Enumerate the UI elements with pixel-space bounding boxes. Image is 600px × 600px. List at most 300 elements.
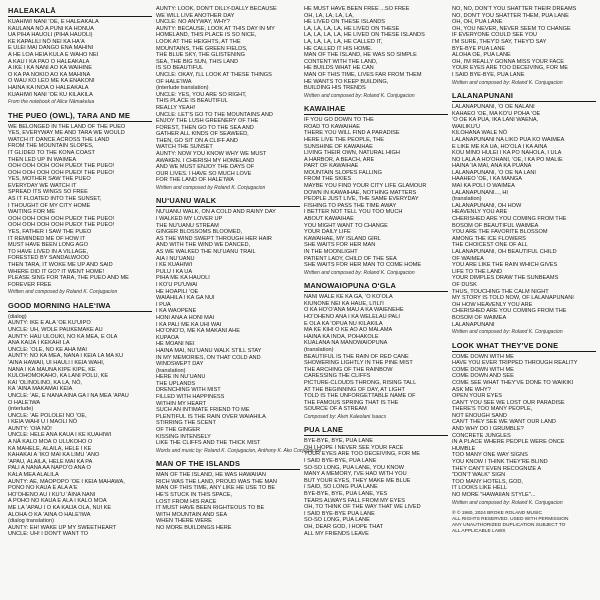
lyric-line: THIS PLACE IS BEAUTIFUL — [156, 98, 228, 105]
title-rule — [8, 16, 152, 17]
lyric-line: HOʻOHENO ANA I KA WELELAU PALI — [304, 313, 400, 320]
song-title: KAWAIHAE — [304, 104, 346, 114]
lyric-line: NANA I KA MAUNA KIPE KIPE, KE — [8, 366, 96, 373]
lyric-line: ALOHA O KA ʻAINA O HALEʻIWA — [8, 511, 91, 518]
lyric-line: KA ʻAINA MAKAMAI KEIA — [8, 386, 73, 393]
lyric-line: NO MORE BUILDINGS HERE — [156, 524, 232, 531]
lyric-line: ANA KAIJA I KEKAHI LA — [8, 340, 70, 347]
column-2 — [156, 6, 322, 600]
lyric-line: ALOHA OE, PUA LANE — [452, 52, 511, 59]
lyric-line: HE CALLED IT HIS HOME. — [304, 45, 373, 52]
lyric-line: IN A PLACE WHERE PEOPLE WERE ONCE — [452, 439, 565, 446]
lyric-line: COME DOWN AND SEE — [452, 373, 514, 380]
lyric-line: TOO MANY HOTELS, GOD, — [452, 478, 523, 485]
lyric-line: UNCLE: OKAY, I'LL LOOK AT THESE THINGS — [156, 71, 272, 78]
lyric-line: WHERE DID IT GO? IT WENT HOME! — [8, 268, 105, 275]
section-note: (translation) — [304, 346, 334, 353]
lyric-line: AUNTY: NO KA MEA, NANA I KEIA LA MA KU — [8, 353, 124, 360]
lyric-line: AUNTY: IKE E ALA ʻOE KUʻUIPO — [8, 320, 91, 327]
lyric-line: WINDSWEPT DAY — [156, 361, 204, 368]
lyric-line: TEARS ALWAYS FALL FROM MY EYES — [304, 497, 405, 504]
lyric-line: YOU ARE LIKE THE RAIN WHICH GIVES — [452, 262, 558, 269]
lyric-line: HE BUILDS WHAT HE CAN — [304, 65, 374, 72]
lyric-line: SO-SO LONG, PUA LANE — [304, 517, 370, 524]
song-title: LALANAPUNANI — [452, 90, 514, 100]
lyric-line: IF EVERYONE COULD SEE YOU — [452, 32, 537, 39]
lyric-line: FOREST, THEN GO TO THE SEA AND — [156, 124, 254, 131]
lyric-line: HAINA KA INOA, POHAKOLE — [304, 333, 379, 340]
lyric-line: NO, NO, DON'T YOU SHATTER THEIR DREAMS — [452, 6, 577, 12]
title-rule — [8, 121, 152, 122]
section-note: (dialog) — [8, 313, 27, 320]
lyric-line: YES, EVERYWAY ME AND TARA WE WOULD — [8, 130, 125, 137]
lyric-line: IT GLIDED TO THE KONA COAST — [8, 149, 95, 156]
lyric-line: THE CHOICEST ONE OF ALL — [452, 242, 528, 249]
lyric-line: YOUR EYES ARE TOO DECEIVING, FOR ME — [452, 65, 569, 72]
lyric-line: MAI KA POLI O WAIMEA — [452, 183, 515, 190]
lyric-line: SHOWERING LIGHTLY IN THE PINE MIST — [304, 360, 413, 367]
lyric-line: HE MOANI NEI — [156, 341, 195, 348]
song-block — [156, 196, 322, 454]
lyric-line: AWAKEN. I CHERISH MY HOMELAND — [156, 157, 255, 164]
copyright-line: ALL RIGHTS RESERVED. USED WITH PERMISSION — [452, 517, 569, 522]
lyric-line: KAHAEO ʻOE, MA KOʻU POHA ʻOE — [452, 110, 541, 117]
lyric-line: OF WAIMEA — [452, 255, 484, 262]
lyric-line: UNCLE: ʻOLE, NO KE AHA MAI — [8, 346, 87, 353]
song-block — [8, 6, 152, 106]
lyric-line: ENJOY THE LUSH GREENERY OF THE — [156, 118, 259, 125]
song-credit: Composed by: Alvin Kaleolani Isaacs — [304, 413, 387, 420]
song-title: NUʻUANU WALK — [156, 196, 217, 206]
lyric-line: MY STORY IS TOLD NOW, OF LALANAPUNANI — [452, 295, 574, 302]
copyright-line: ℗ © 1980, 2024 BROKE ROLAND MUSIC — [452, 511, 542, 516]
lyric-line: PATIENT LADY, CHILD OF THE SEA — [304, 255, 397, 262]
lyric-line: AND WE MUST ENJOY THE DAYS OF — [156, 164, 255, 171]
lyric-line: CARESSING THE CLIFFS — [304, 373, 371, 380]
lyric-line: HOMELAND, THIS PLACE IS SO NICE, — [156, 32, 257, 39]
lyric-line: YOUR DAILY LIFE — [304, 229, 351, 236]
lyric-line: LA, LA, LA, LA, HE LIVED ON THESE ISLANDS — [304, 32, 425, 39]
lyric-line: KULOHOMOKAHO, KA LANI POLU, KE — [8, 373, 109, 380]
lyric-line: FOR THE LAND OF HALEʻIWA — [156, 177, 235, 184]
lyric-line: WATCH THE SUNSET — [156, 144, 213, 151]
lyric-line: KUPAOA — [156, 334, 179, 341]
song-credit: Written and composed by: Roland K. Conjugacion — [304, 92, 415, 99]
lyric-line: OH, I'M REALLY GONNA MISS YOUR FACE — [452, 58, 565, 65]
song-credit: Written and composed by Roland K. Conjugacion — [8, 289, 118, 296]
lyric-line: THE UPLANDS — [156, 380, 196, 387]
lyric-line: FILLED WITH HAPPINESS — [156, 394, 225, 401]
lyric-line: HAINA 'IA MAI, ANA KA PUANA — [452, 163, 532, 170]
lyric-line: I KE KUAHIWI — [156, 262, 193, 269]
lyric-line: E OLA KA ʻOPUA NU KILAKILA — [304, 320, 383, 327]
lyric-line: ROAD TO KAWAIHAE — [304, 123, 360, 130]
lyric-line: EVERYDAY WE WATCH IT — [8, 182, 77, 189]
lyric-line: UA PIHA HAUOLI (PIHA HAUOLI) — [8, 32, 93, 39]
lyric-line: LIVING THEIR OWN, NATURAL HIGH — [304, 150, 400, 157]
title-rule — [304, 114, 448, 115]
lyric-line: OH, TO THINK OF THE WAY THAT WE LIVED — [304, 504, 421, 511]
song-title: THE PUEO (OWL), TARA AND ME — [8, 110, 131, 120]
lyric-line: A IKE I KA NANI AO KA WAIHINE — [8, 65, 93, 72]
column-1 — [8, 6, 152, 600]
lyric-line: AUNTY: LOOK, DON'T DILLY-DALLY BECAUSE — [156, 6, 277, 12]
lyric-line: I KA WAOPENE — [156, 308, 197, 315]
lyric-line: PEOPLE JUST LIVE, THE SAME EVERYDAY — [304, 196, 419, 203]
lyric-line: AUNTY: BECAUSE, LOOK AT THIS DAY IN MY — [156, 25, 275, 32]
lyric-line: IT REMINDED ME OF HOW IT — [8, 235, 86, 242]
copyright-line: ANY UNAUTHORIZED DUPLICATION SUBJECT TO — [452, 523, 566, 528]
section-note: (interlude translation) — [156, 85, 209, 92]
song-block — [452, 6, 596, 86]
lyric-line: WATCH IT DANCE ACROSS THE LAND — [8, 136, 110, 143]
lyric-line: THE FAMOUS SPRING THAT IS THE — [304, 399, 399, 406]
lyric-line: LALANAPUNANI, ʻO OE NA LANI — [452, 169, 536, 176]
section-note: (interlude) — [8, 406, 34, 413]
lyric-line: ʻO OE KA PUA, IKA LANI WAENA, — [452, 117, 539, 124]
lyric-line: IF YOU GO DOWN TO THE — [304, 117, 374, 124]
lyric-line: AND WITH THE WIND WE DANCED, — [156, 242, 251, 249]
song-credit: Written and composed by Roland K. Conjugacion — [156, 185, 266, 192]
song-block — [8, 111, 152, 296]
lyric-line: CHERISHED ARE YOU COMING FROM THE — [452, 216, 567, 223]
lyric-line: STIRRING THE SCENT — [156, 420, 216, 427]
song-title: LOOK WHAT THEY'VE DONE — [452, 340, 559, 350]
lyric-line: HE WANTS TO KEEP BUILDING, — [304, 78, 389, 85]
lyric-line: I KOʻU PUʻUWAI — [156, 281, 198, 288]
lyric-line: UNCLE: ʻAE POLOLEI NO ʻOE, — [8, 412, 87, 419]
lyric-line: A HE LOA HEIA KULA E WAHO NEI — [8, 51, 99, 58]
lyric-line: O WAU KO LEO ME KA ENAKONI — [8, 78, 95, 85]
lyric-line: PALI A NANA AA NAPOʻO ANA O — [8, 465, 91, 472]
song-block — [304, 6, 448, 99]
title-rule — [156, 469, 300, 470]
lyric-line: OH, OH, PUA LANE — [452, 19, 503, 26]
song-title: PUA LANE — [304, 425, 344, 435]
lyric-line: OH, DEAR GOD, I HOPE THAT — [304, 524, 384, 530]
lyric-line: A POHO NO KAUA E ALA I KALO MOA — [8, 498, 107, 505]
lyric-line: OUR LIVES. I HAVE SO MUCH LOVE — [156, 170, 252, 177]
lyric-line: BYE-BYE, BYE, PUA LANE, YES — [304, 491, 388, 498]
lyric-line: THERE'S TOO MANY PEOPLE, — [452, 406, 533, 413]
lyric-line: A NĀ KALO MOA O ULUKOHO O — [8, 439, 93, 446]
lyric-line: CONTENT WITH THE LAND, — [304, 58, 378, 65]
lyric-line: IN THE MOONLIGHT — [304, 249, 358, 255]
lyric-line: YOU KNOW I THINK THEY'RE BLIND — [452, 459, 548, 466]
lyric-line: LOOK AT THE HEIGHTS, AT THE — [156, 38, 241, 45]
lyric-line: LALANAPUNANI, ʻO OE NALANI — [452, 103, 535, 110]
lyric-line: KISSING INTENSELY — [156, 433, 211, 440]
lyric-line: CHERISHED ARE YOU COMING FROM THE — [452, 308, 567, 315]
lyric-line: IS SO BEAUTIFUL — [156, 65, 204, 72]
lyric-line: AT THE BEGINNING OF DAY, AT LIGHT — [304, 386, 405, 393]
title-rule — [452, 351, 596, 352]
song-block — [304, 104, 448, 276]
lyric-line: FOREVER FREE — [8, 281, 52, 288]
section-note: (translation) — [156, 367, 186, 374]
lyric-line: AUNTY: ʻOIA NŌ! — [8, 425, 52, 432]
lyric-line: MA KE KIHI O KE AO AO MALAMA — [304, 327, 393, 334]
lyric-line: HAVE YOU EVER TRIPPED THROUGH REALITY — [452, 360, 578, 367]
lyric-line: SHE WAITS FOR HER MAN TO COME HOME — [304, 262, 422, 269]
lyric-line: OOH OOH OOH OOH PUEO! THE PUEO! — [8, 215, 115, 222]
lyric-line: A HARBOR, A BEACH, ARE — [304, 156, 375, 163]
lyric-line: WE WILL LIVE ANOTHER DAY — [156, 12, 235, 19]
lyric-line: NANI WALE KE KA GA, ʻO KOʻOLA — [304, 294, 393, 301]
lyric-line: NUʻUANU WALK, ON A COLD AND RAINY DAY — [156, 209, 276, 216]
song-credit: From the notebook of Alice Nāmakelua — [8, 99, 95, 106]
lyric-line: HUMBLE — [452, 445, 476, 452]
lyric-line: MAN OF THE ISLAND, HE WAS SO SIMPLE — [304, 52, 417, 59]
lyric-line: MAN OF THIS TIME, ANY LIKE HE USE TO BE — [156, 485, 276, 492]
lyric-line: O HALEʻIWA — [8, 399, 41, 406]
lyric-line: HONI ANA A HONI MAI — [156, 314, 215, 321]
lyric-line: I THOUGHT OF MY CITY HOME — [8, 202, 91, 209]
lyric-line: I SAID BYE-BYE, PUA LANE — [304, 458, 377, 465]
lyric-line: E ULEI MAI DANGO ENA MAHINI — [8, 45, 94, 52]
lyric-line: YOU MIGHT WANT TO CHANGE — [304, 222, 388, 229]
lyric-line: KIUNONE NEI KA HAUE, LI'ILI'I — [304, 300, 384, 307]
lyric-line: AS WE WALKED THE NUʻUANU TRAIL — [156, 249, 256, 255]
lyric-line: BUILDING HIS TRENDS — [304, 85, 366, 92]
lyric-line: OF HALEʻIWA — [156, 78, 192, 85]
lyric-line: HE LIVED ON THESE ISLANDS — [304, 19, 386, 26]
lyric-line: KUALANA NA MANOWAIOPUNA — [304, 340, 388, 347]
lyric-line: PLEASE SING FOR TARA, THE PUEO AND ME — [8, 275, 129, 282]
lyric-line: AIA I NUʻUANU — [156, 255, 195, 262]
lyric-line: OPEN YOUR EYES — [452, 393, 502, 400]
lyric-line: THE BLUE SKY, THE GLISTENING — [156, 52, 246, 59]
lyric-line: AND WHY DO I GRUMBLE? — [452, 426, 524, 433]
song-credit: Written and composed by: Roland K. Conjugacion — [452, 79, 563, 86]
lyric-line: LOST FROM HIS RACE — [156, 498, 217, 505]
lyric-line: BYE-BYE, BYE, PUA LANE — [304, 438, 374, 445]
lyric-line: WAILIKUʻU — [452, 123, 481, 130]
lyric-line: WAIAHILA I KA GA NUI — [156, 295, 215, 302]
title-rule — [304, 435, 448, 436]
lyric-line: SUNSHINE OF KAWAIHAE — [304, 143, 373, 150]
lyric-line: KA MAHELE, ALAILA, HELE I KE — [8, 445, 92, 452]
song-block — [452, 91, 596, 336]
lyric-line: OH, LA, LA, LA, LA, — [304, 12, 354, 19]
lyric-line: I'M SURE, THEY'D SAY, THEY'D SAY — [452, 38, 547, 45]
lyric-line: SUCH AN INTIMATE FRIEND TO ME — [156, 407, 250, 414]
lyric-line: IN MY MEMORIES, ON THAT COLD AND — [156, 354, 261, 361]
song-title: MAN OF THE ISLANDS — [156, 459, 241, 469]
lyric-line: KAWAIHAE, MY ISLAND GIRL — [304, 235, 381, 242]
lyric-line: KAULANA NŌ A PUNI KA HONUA — [8, 25, 94, 32]
lyric-line: SEA, THE BIG SUN, THIS LAND — [156, 58, 239, 65]
lyric-line: PONO NO KAUA E ALA AʻE — [8, 485, 78, 492]
lyric-line: AUNTY: AE, MAOPOPO ʻOE I KEIA MAHAWA, — [8, 478, 125, 485]
lyric-line: KILOHANA WALE NŌ — [452, 130, 508, 137]
lyric-line: UNCLE: NO ANYWAY, WHY? — [156, 19, 230, 26]
lyric-line: DRENCHING WITH MIST — [156, 387, 221, 394]
lyric-line: KALA MEA ALALILA — [8, 472, 59, 479]
lyric-line: MOUNTAINS, THE GREEN FIELDS, — [156, 45, 248, 52]
title-rule — [8, 311, 152, 312]
lyric-line: DOWN IN KAWAIHAE, NOTHING MATTERS — [304, 189, 417, 196]
lyric-line: OOH OOH OOH OOH PUEO! THE PUEO! — [8, 222, 115, 229]
lyric-line: BOSOM OF BEAUTIFUL WAIMEA — [452, 222, 539, 229]
lyric-line: BOSOM OF WAIMEA — [452, 314, 507, 321]
song-block — [156, 459, 300, 531]
lyric-line: ʻAPAU, ALAILA, HELE MAI KA PA — [8, 458, 93, 465]
lyric-line: AUNTY: NOW YOU KNOW WHY WE MUST — [156, 151, 267, 158]
lyric-line: BUT YOUR EYES, THEY MAKE ME BLUE — [304, 477, 411, 484]
lyric-line: THEN TARA, IT WOKE ME UP AND SAID — [8, 262, 113, 268]
lyric-line: AUNTY: HAU ULOUKI, NO KA MEA, E OLA — [8, 333, 118, 340]
lyric-line: HOʻONOʻO, ME KA MAKANI AHE — [156, 328, 240, 335]
lyric-line: REALLY YEAH! — [156, 104, 196, 111]
lyric-line: I WALKED MY LOVER UP — [156, 216, 223, 223]
song-block — [452, 511, 596, 535]
lyric-line: BEAUTIFUL IS THE RAIN OF RED CANE — [304, 353, 409, 360]
lyric-line: CONCRETE JUNGLES — [452, 432, 511, 439]
lyric-line: PULU I KA UA — [156, 268, 193, 275]
lyric-line: ME LA ʻAPAU I O KA KAIJA OLA, NUI KE — [8, 505, 112, 511]
title-rule — [452, 101, 596, 102]
lyric-line: MOUNTAIN SLOPES FALLING — [304, 169, 382, 176]
lyric-line: HAINA KA INOA O HALEAKALA — [8, 84, 89, 91]
section-note: (dialog translation) — [8, 518, 55, 525]
lyric-line: I KEIA WAHI U I MAOLI NŌ — [8, 419, 78, 426]
lyric-line: GATHER ALL KINDS OF SEAWEED, — [156, 131, 249, 138]
lyric-line: OH, YOU NEVER, NEVER SEEM TO CHANGE — [452, 25, 571, 32]
lyric-line: GINGER BLOSSOMS BLOOMED, — [156, 229, 243, 236]
lyric-line: OH HOW HEAVENLY YOU ARE — [452, 301, 533, 308]
lyric-line: HERE IN NUʻUANU — [156, 374, 206, 381]
lyric-line: LALANAPUNANI..., HI — [452, 189, 508, 196]
lyric-line: HEAVENLY YOU ARE — [452, 209, 508, 216]
lyric-line: LA, LA, LA, LA, HE LIVED ON THESE — [304, 25, 400, 32]
lyric-line: KAHAKAI A ʻIKO MAI KA LIMU ʻANO — [8, 452, 100, 459]
lyric-line: PICTURE-CLOUDS THRONG, RISING TALL — [304, 379, 417, 386]
lyric-line: HAAHEO ʻOE, I KA MANGA — [452, 176, 522, 183]
lyric-line: SO-SO LONG, PUA LANE, YOU KNOW — [304, 464, 404, 471]
lyric-line: NO MORE "HAWAIIAN STYLE"... — [452, 492, 536, 498]
lyric-line: LALANAPUNANI, OH HOW — [452, 202, 522, 209]
lyric-line: ABOUT KAWAIHAE — [304, 216, 354, 223]
lyric-line: BYE-BYE PUA LANE — [452, 45, 506, 52]
lyric-line: "DON'T WALK" SIGN — [452, 472, 506, 479]
lyric-line: ASK ME WHY? — [452, 386, 491, 393]
lyric-line: LIKE THE CLIFFS AND THE THICK MIST — [156, 440, 261, 447]
lyric-line: LA, LA, LA, LA, HE CALLED IT, — [304, 38, 383, 45]
song-title: GOOD MORNING HALEʻIWA — [8, 300, 111, 310]
lyric-line: I BETTER NOT TELL YOU TOO MUCH — [304, 209, 403, 216]
lyric-line: LALANAPUNANI — [452, 321, 495, 328]
lyric-line: KUAHIWI NANI ʻOE KU KILAKILA — [8, 91, 93, 98]
lyric-line: WE BELONGED IN THE LAND OF THE PUEO — [8, 123, 126, 130]
lyric-line: PART OF KAWAIHAE — [304, 163, 359, 170]
lyric-line: THEY CAN'T EVEN RECOGNIZE A — [452, 465, 542, 472]
lyric-line: O KA HOʻOʻANA MAU A KA WAIENEHE — [304, 307, 404, 314]
lyric-line: PIHA ME KA HAUOLI — [156, 275, 210, 282]
lyric-line: COME SEE WHAT THEY'VE DONE TO WAIKIKI — [452, 379, 574, 386]
lyric-line: NO LALA A HOʻOHANI, ʻOE, I KA PO MALIE — [452, 156, 563, 163]
lyric-line: AS THE WIND SWEPT THROUGH HER HAIR — [156, 235, 272, 242]
lyric-line: UNCLE: YES, YOU ARE SO RIGHT, — [156, 91, 247, 98]
lyric-line: THUS, TOUCHING THE CALM NIGHT — [452, 288, 549, 295]
lyric-line: YOUR DIMPLES DRAW THE SUNBEAMS — [452, 275, 559, 282]
lyric-line: AMONG THE ICE FLOWERS — [452, 235, 526, 242]
lyric-line: KE KAPALILI NŌ NEI KA HAʻA — [8, 38, 85, 45]
lyric-line: HOʻOHENO AU I KUʻU ʻĀINA NANI — [8, 491, 96, 498]
lyric-line: HERE LIVE THE PEOPLE, THE — [304, 136, 384, 143]
lyric-line: OF THE GINGER — [156, 427, 201, 434]
lyric-line: WHEN THERE WERE — [156, 518, 212, 525]
title-rule — [304, 291, 448, 292]
song-block — [304, 281, 448, 420]
lyric-line: THEN, GO SIT ON A CLIFF AND — [156, 137, 238, 144]
lyric-line: ʻAINA HAWAII, UI HAULI I KEIA WAHI, — [8, 359, 105, 366]
song-credit: Written and composed by: Roland K. Conjugacion — [452, 499, 563, 506]
lyric-line: LIFE TO THE LAND — [452, 268, 503, 275]
lyric-line: KUAHIWI NANI ʻOE, E HALEAKALA — [8, 19, 99, 25]
lyric-line: CAN'T YOU SEE WE LOST OUR PARADISE — [452, 399, 565, 406]
lyric-line: THEN LED UP IN WAIMEA — [8, 156, 77, 163]
lyric-line: FROM THE SKIES — [304, 176, 352, 183]
lyric-line: NO, DON'T YOU SHATTER THEM, PUA LANE — [452, 12, 569, 19]
lyric-line: AUNTY: EH! WAKE UP MY SWEETHEART — [8, 524, 117, 531]
song-block — [452, 341, 596, 506]
lyric-line: TO HAVE LIVED IN A VILLAGE, — [8, 248, 89, 255]
lyric-line: THERE YOU WILL FIND A PARADISE — [304, 130, 400, 137]
lyric-line: YES, FATHER I SAW THE PUEO — [8, 229, 92, 236]
lyric-line: UNCLE: ʻAE, E NANA AINA GA I NA MEA ʻAPAU — [8, 392, 129, 399]
song-credit: Written and composed by: Roland K. Conjugacion — [452, 329, 563, 336]
lyric-line: I SAID BYE-BYE PUA LANE — [304, 510, 375, 517]
lyric-line: OH I HOPE I NEVER SEE YOUR FACE — [304, 444, 404, 451]
lyric-line: UNCLE: LET'S GO TO THE MOUNTAINS AND — [156, 111, 273, 118]
song-block — [304, 425, 448, 537]
lyric-line: UNCLE: UH! I DON'T WANT TO — [8, 531, 89, 538]
title-rule — [156, 206, 300, 207]
lyric-line: LALANAPUNANI, OH BEAUTIFUL CHILD — [452, 249, 557, 255]
lyric-line: WAITING FOR ME — [8, 209, 56, 216]
lyric-line: MAYBE YOU FIND YOUR CITY LIFE GLAMOUR — [304, 183, 427, 190]
lyric-line: HE MUST HAVE BEEN FREE ...SO FREE — [304, 6, 410, 12]
lyric-line: I PUA — [156, 301, 171, 308]
lyric-line: FISHING TO PASS THE TIME AWAY — [304, 202, 397, 209]
lyric-line: HAINA MAI, NUʻUANU WALK STILL STAY — [156, 347, 262, 354]
lyric-line: FROM THE MOUNTAIN SLOPES, — [8, 143, 94, 150]
lyric-line: OOH OOH OOH OOH PUEO! THE PUEO! — [8, 169, 115, 176]
song-title: HALEAKALĀ — [8, 6, 56, 15]
lyric-line: MAN OF THE ISLAND, HE WAS HAWAIIAN — [156, 472, 266, 479]
lyric-line: YOUR EYES ARE TOO DECEIVING, FOR ME — [304, 451, 421, 458]
lyric-line: PLENTIFUL IS THE RAIN OVER WAIAHILA — [156, 413, 266, 420]
lyric-line: COME DOWN WITH ME — [452, 366, 514, 373]
lyric-line: ALL MY FRIENDS LEAVE — [304, 530, 369, 537]
lyric-line: CAN'T THEY SEE WE WANT OUR LAND — [452, 419, 556, 426]
lyric-line: OOH OOH OOH OOH PUEO! THE PUEO! — [8, 163, 115, 170]
lyric-line: MAN OF THIS TIME, LIVES FAR FROM THEM — [304, 71, 422, 78]
lyric-line: SHE WAITS FOR HER MAN — [304, 242, 376, 249]
section-note: (translation) — [452, 196, 482, 203]
lyric-line: WITH MOUNTAIN AND SEA — [156, 511, 228, 518]
lyric-line: LALANAPUNANI NA LIKO PUA KO WAIMEA — [452, 136, 565, 143]
lyric-line: AS IT FLOATED INTO THE SUNSET, — [8, 196, 102, 203]
lyric-line: E LIKE ME KA UA, HOʻOLA I KA AINA — [452, 143, 548, 150]
lyric-line: FORESTED BY SANDALWOOD — [8, 255, 89, 262]
lyric-line: HE HOAPILI ʻOE — [156, 288, 199, 295]
lyric-line: THE NUʻUANU STREAM — [156, 222, 219, 229]
lyric-line: COME DOWN WITH ME — [452, 353, 514, 360]
copyright-line: ALL APPLICABLE LAWS — [452, 529, 506, 534]
lyric-line: KAI ʻOLINOLINO, KA LA, NŌ, — [8, 379, 82, 386]
